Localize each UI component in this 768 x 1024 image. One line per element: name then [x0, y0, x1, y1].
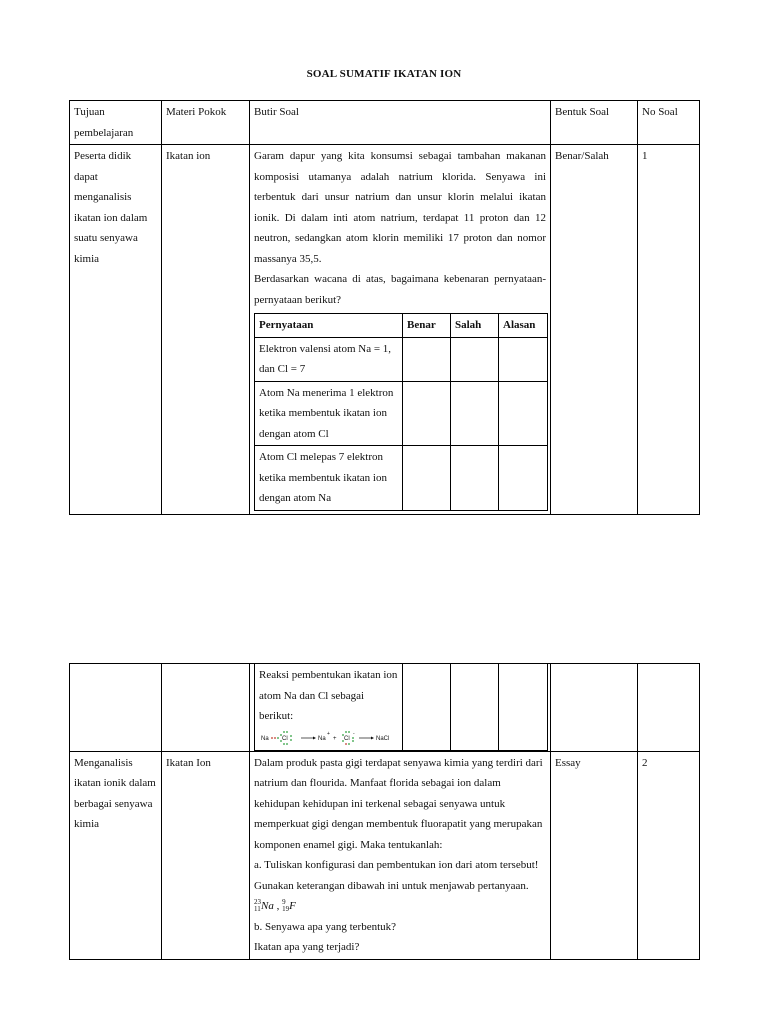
- cl-symbol: Cl: [282, 735, 288, 742]
- statement-table-header: [255, 314, 548, 338]
- benar-cell[interactable]: [403, 337, 451, 381]
- header-no: No Soal: [638, 101, 700, 145]
- salah-cell[interactable]: [451, 664, 499, 750]
- statement-text: Elektron valensi atom Na = 1, dan Cl = 7: [255, 337, 403, 381]
- reaction-diagram: [259, 727, 398, 749]
- tujuan-cell: Peserta didik dapat menganalisis ikatan ion dalam suatu senyawa kimia: [70, 145, 162, 515]
- benar-header: Benar: [403, 314, 451, 338]
- question-paragraph: Garam dapur yang kita konsumsi sebagai tambahan makanan komposisi utamanya adalah natrium klorida. Senyawa ini terbentuk dari unsur natrium dan unsur klorin melalui ikatan ionik. Di dalam inti atom natrium, terdapat 11 proton dan 12 neutron, sedangkan atom klorin memiliki 17 proton dan nomor massanya 35,5.: [254, 150, 546, 265]
- butir-cell: [250, 145, 551, 515]
- pernyataan-header: Pernyataan: [255, 314, 403, 338]
- question-table-part-1: [69, 100, 700, 515]
- salah-cell[interactable]: [451, 337, 499, 381]
- na-isotope: 23 11 Na: [254, 898, 274, 914]
- header-materi: Materi Pokok: [162, 101, 250, 145]
- bentuk-cell: Essay: [551, 751, 638, 959]
- alasan-cell[interactable]: [499, 446, 548, 511]
- question-b: b. Senyawa apa yang terbentuk?: [254, 920, 397, 933]
- table-header-row: [70, 101, 700, 145]
- hint-text: Gunakan keterangan dibawah ini untuk menjawab pertanyaan.: [254, 879, 529, 892]
- question-paragraph: Dalam produk pasta gigi terdapat senyawa kimia yang terdiri dari natrium dan flourida. Manfaat florida sebagai ion dalam kehidupan kehidupan ini terkenal sebagai senyawa untuk memperkuat gigi dengan membentuk fluorapatit yang merupakan komponen enamel gigi. Maka tentukanlah:: [254, 756, 543, 851]
- benar-cell[interactable]: [403, 381, 451, 446]
- statement-row: [255, 446, 548, 511]
- plus-sign: +: [333, 735, 337, 742]
- na-symbol: Na: [261, 735, 269, 742]
- na-charge: +: [327, 730, 330, 737]
- question-prompt: Berdasarkan wacana di atas, bagaimana kebenaran pernyataan-pernyataan berikut?: [254, 273, 546, 306]
- statement-text: Atom Na menerima 1 elektron ketika membentuk ikatan ion dengan atom Cl: [255, 381, 403, 446]
- f-isotope: 9 19 F: [282, 898, 296, 914]
- na-ion: Na: [318, 735, 326, 742]
- question-a: a. Tuliskan konfigurasi dan pembentukan ion dari atom tersebut!: [254, 859, 539, 871]
- table-row: [70, 664, 700, 752]
- benar-cell[interactable]: [403, 664, 451, 750]
- statement-row: [255, 664, 548, 750]
- table-row: [70, 145, 700, 515]
- header-tujuan: Tujuan pembelajaran: [70, 101, 162, 145]
- no-cell: 2: [638, 751, 700, 959]
- materi-cell: Ikatan Ion: [162, 751, 250, 959]
- alasan-cell[interactable]: [499, 381, 548, 446]
- bentuk-cell: Benar/Salah: [551, 145, 638, 515]
- butir-cell: [250, 664, 551, 752]
- salah-header: Salah: [451, 314, 499, 338]
- header-butir: Butir Soal: [250, 101, 551, 145]
- benar-cell[interactable]: [403, 446, 451, 511]
- statement-text: Reaksi pembentukan ikatan ion atom Na dan Cl sebagai berikut: Na Cl Na + + Cl - NaCl: [255, 664, 403, 750]
- question-table-part-2: [69, 663, 700, 960]
- product: NaCl: [376, 735, 390, 742]
- statement-table: [254, 313, 548, 511]
- page-title: SOAL SUMATIF IKATAN ION: [306, 68, 462, 80]
- question-c: Ikatan apa yang terjadi?: [254, 941, 360, 953]
- salah-cell[interactable]: [451, 381, 499, 446]
- butir-cell: [250, 751, 551, 959]
- table-row: [70, 751, 700, 959]
- tujuan-cell: Menganalisis ikatan ionik dalam berbagai senyawa kimia: [70, 751, 162, 959]
- materi-cell: Ikatan ion: [162, 145, 250, 515]
- statement-table-continued: [254, 664, 548, 751]
- statement-row: [255, 381, 548, 446]
- statement-text: Atom Cl melepas 7 elektron ketika membentuk ikatan ion dengan atom Na: [255, 446, 403, 511]
- isotope-notation: 23 11 Na , 9 19 F: [254, 898, 296, 914]
- alasan-header: Alasan: [499, 314, 548, 338]
- alasan-cell[interactable]: [499, 664, 548, 750]
- no-cell: 1: [638, 145, 700, 515]
- alasan-cell[interactable]: [499, 337, 548, 381]
- salah-cell[interactable]: [451, 446, 499, 511]
- statement-row: [255, 337, 548, 381]
- cl-charge: -: [353, 730, 355, 737]
- header-bentuk: Bentuk Soal: [551, 101, 638, 145]
- cl-ion: Cl: [344, 735, 350, 742]
